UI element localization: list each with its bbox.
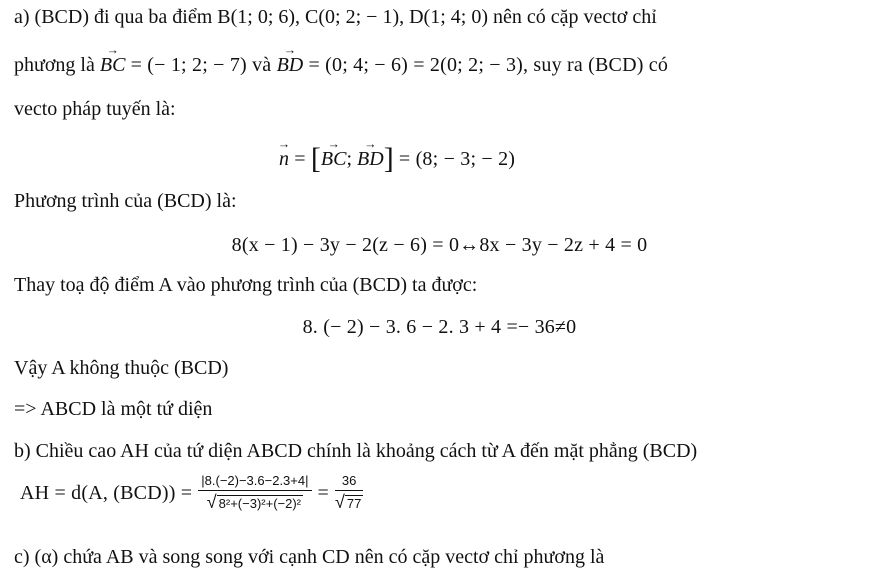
substitution-text: Thay toạ độ điểm A vào phương trình của (BCD) ta được: (14, 274, 478, 296)
normal-vector-equation (279, 144, 515, 174)
para-b: b) Chiều cao AH của tứ diện ABCD chính là khoảng cách từ A đến mặt phẳng (BCD) (14, 440, 698, 462)
cross-product-bracket-left: [ (310, 142, 321, 175)
height-eq-equals: = (317, 481, 329, 504)
height-eq-lhs: AH = d(A, (BCD)) = (20, 481, 193, 504)
para-a-line3: vecto pháp tuyến là: (14, 98, 176, 120)
normal-eq-equals: = (289, 148, 311, 170)
para-a-line1: a) (BCD) đi qua ba điểm B(1; 0; 6), C(0; 2; − 1), D(1; 4; 0) nên có cặp vectơ chỉ (14, 6, 657, 28)
cross-separator: ; (346, 148, 358, 170)
result-numerator: 36 (341, 473, 357, 488)
sqrt-symbol: √ (206, 492, 217, 513)
cross-vector-bd: → BD (357, 148, 384, 170)
vector-bc: → BC (100, 54, 126, 76)
height-equation (20, 474, 369, 511)
cross-vector-bc: → BC (321, 148, 347, 170)
vector-bd-value: = (0; 4; − 6) = 2(0; 2; − 3), suy ra (BCD) có (303, 54, 669, 76)
plane-title: Phương trình của (BCD) là: (14, 190, 237, 212)
vector-bd: → BD (277, 54, 304, 76)
cross-product-bracket-right: ] (383, 142, 394, 175)
conclusion-line1: Vậy A không thuộc (BCD) (14, 357, 229, 379)
result-radicand: 77 (346, 496, 362, 511)
distance-numerator: |8.(−2)−3.6−2.3+4| (201, 473, 309, 488)
result-denominator (335, 491, 363, 511)
conclusion-line2: => ABCD là một tứ diện (14, 398, 213, 420)
sqrt-radicand: 8²+(−3)²+(−2)² (218, 496, 302, 511)
para-a-line2-text1: phương là (14, 54, 100, 76)
para-c: c) (α) chứa AB và song song với cạnh CD nên có cặp vectơ chỉ phương là (14, 546, 605, 568)
result-sqrt-symbol: √ (334, 492, 345, 513)
vector-bc-value: = (− 1; 2; − 7) và (125, 54, 277, 76)
result-fraction (335, 474, 363, 511)
distance-denominator (207, 491, 303, 511)
distance-fraction (198, 474, 311, 511)
substitution-equation: 8. (− 2) − 3. 6 − 2. 3 + 4 =− 36≠0 (302, 316, 577, 338)
para-a-line2 (14, 54, 668, 76)
normal-vector-n: → n (279, 148, 289, 170)
normal-vector-value: = (8; − 3; − 2) (393, 148, 516, 170)
plane-equation: 8(x − 1) − 3y − 2(z − 6) = 0↔8x − 3y − 2z + 4 = 0 (231, 234, 648, 256)
